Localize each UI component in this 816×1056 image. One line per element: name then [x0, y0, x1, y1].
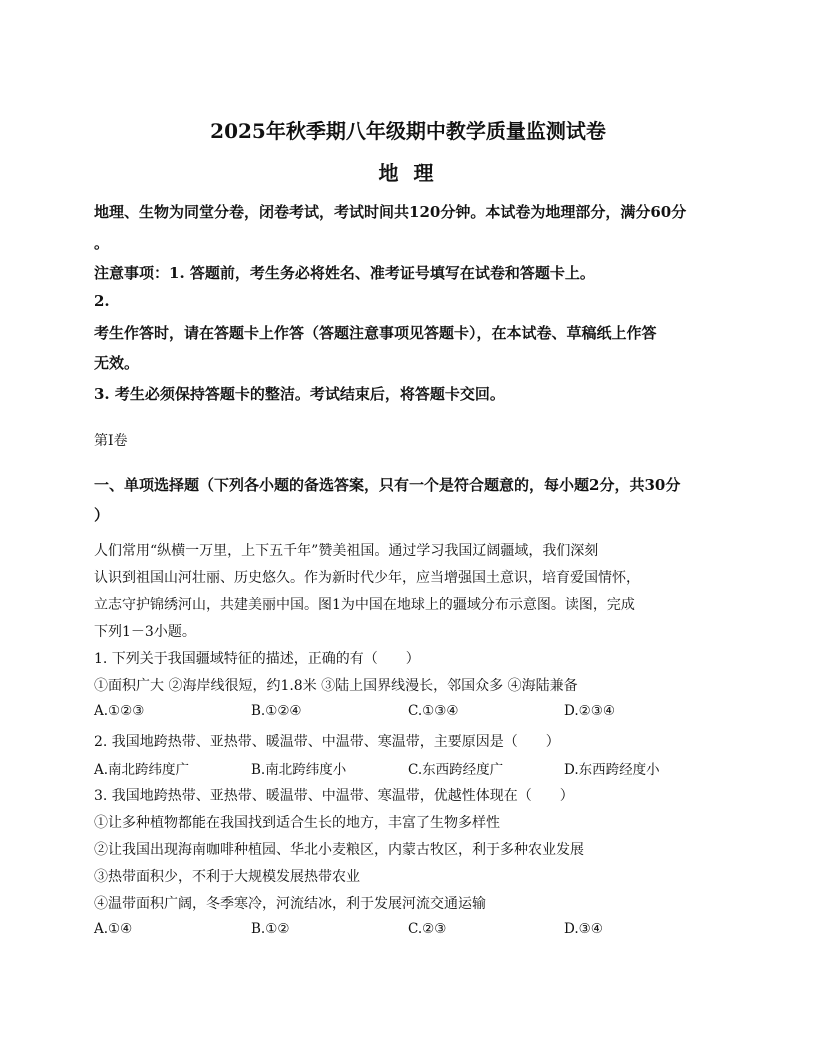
passage-line-4: 下列1－3小题。	[94, 624, 196, 640]
question-3-statement-2: ②让我国出现海南咖啡种植园、华北小麦粮区，内蒙古牧区，利于多种农业发展	[94, 842, 584, 858]
note-1: 注意事项：1. 答题前，考生务必将姓名、准考证号填写在试卷和答题卡上。	[94, 264, 595, 282]
passage-line-3: 立志守护锦绣河山，共建美丽中国。图1为中国在地球上的疆域分布示意图。读图，完成	[94, 597, 635, 613]
question-1-option-d: D.②③④	[564, 703, 615, 719]
question-1-option-c: C.①③④	[408, 703, 459, 719]
question-2-option-a: A.南北跨纬度广	[94, 762, 190, 778]
section-heading-line-1: 一、单项选择题（下列各小题的备选答案，只有一个是符合题意的，每小题2分，共30分	[94, 476, 681, 494]
passage-line-2: 认识到祖国山河壮丽、历史悠久。作为新时代少年，应当增强国土意识，培育爱国情怀，	[94, 570, 640, 586]
question-2-stem: 2. 我国地跨热带、亚热带、暖温带、中温带、寒温带，主要原因是（ ）	[94, 734, 560, 750]
question-2-option-d: D.东西跨经度小	[564, 762, 660, 778]
question-3-option-b: B.①②	[251, 921, 290, 937]
note-2-number: 2.	[94, 292, 110, 310]
intro-line-1: 地理、生物为同堂分卷，闭卷考试，考试时间共120分钟。本试卷为地理部分，满分60分	[94, 203, 687, 221]
question-3-option-a: A.①④	[94, 921, 133, 937]
question-1-option-b: B.①②④	[251, 703, 302, 719]
question-2-option-c: C.东西跨经度广	[408, 762, 504, 778]
intro-line-2: 。	[94, 234, 110, 252]
section-heading-line-2: ）	[94, 506, 110, 524]
question-3-option-d: D.③④	[564, 921, 603, 937]
subject-title: 地 理	[378, 161, 438, 185]
question-3-statement-4: ④温带面积广阔，冬季寒冷，河流结冰，利于发展河流交通运输	[94, 896, 486, 912]
question-1-stem: 1. 下列关于我国疆域特征的描述，正确的有（ ）	[94, 651, 420, 667]
note-2-line-1: 考生作答时，请在答题卡上作答（答题注意事项见答题卡），在本试卷、草稿纸上作答	[94, 324, 657, 342]
note-3: 3. 考生必须保持答题卡的整洁。考试结束后，将答题卡交回。	[94, 385, 505, 403]
question-3-statement-1: ①让多种植物都能在我国找到适合生长的地方，丰富了生物多样性	[94, 815, 500, 831]
question-3-statement-3: ③热带面积少，不利于大规模发展热带农业	[94, 869, 360, 885]
question-2-option-b: B.南北跨纬度小	[251, 762, 347, 778]
question-3-stem: 3. 我国地跨热带、亚热带、暖温带、中温带、寒温带，优越性体现在（ ）	[94, 788, 574, 804]
passage-line-1: 人们常用“纵横一万里，上下五千年”赞美祖国。通过学习我国辽阔疆域，我们深刻	[94, 543, 599, 559]
question-1-statement: ①面积广大 ②海岸线很短，约1.8米 ③陆上国界线漫长，邻国众多 ④海陆兼备	[94, 678, 578, 694]
note-2-line-2: 无效。	[94, 354, 140, 372]
exam-title: 2025年秋季期八年级期中教学质量监测试卷	[210, 119, 606, 143]
volume-label: 第Ⅰ卷	[94, 433, 128, 449]
question-1-option-a: A.①②③	[94, 703, 145, 719]
question-3-option-c: C.②③	[408, 921, 447, 937]
